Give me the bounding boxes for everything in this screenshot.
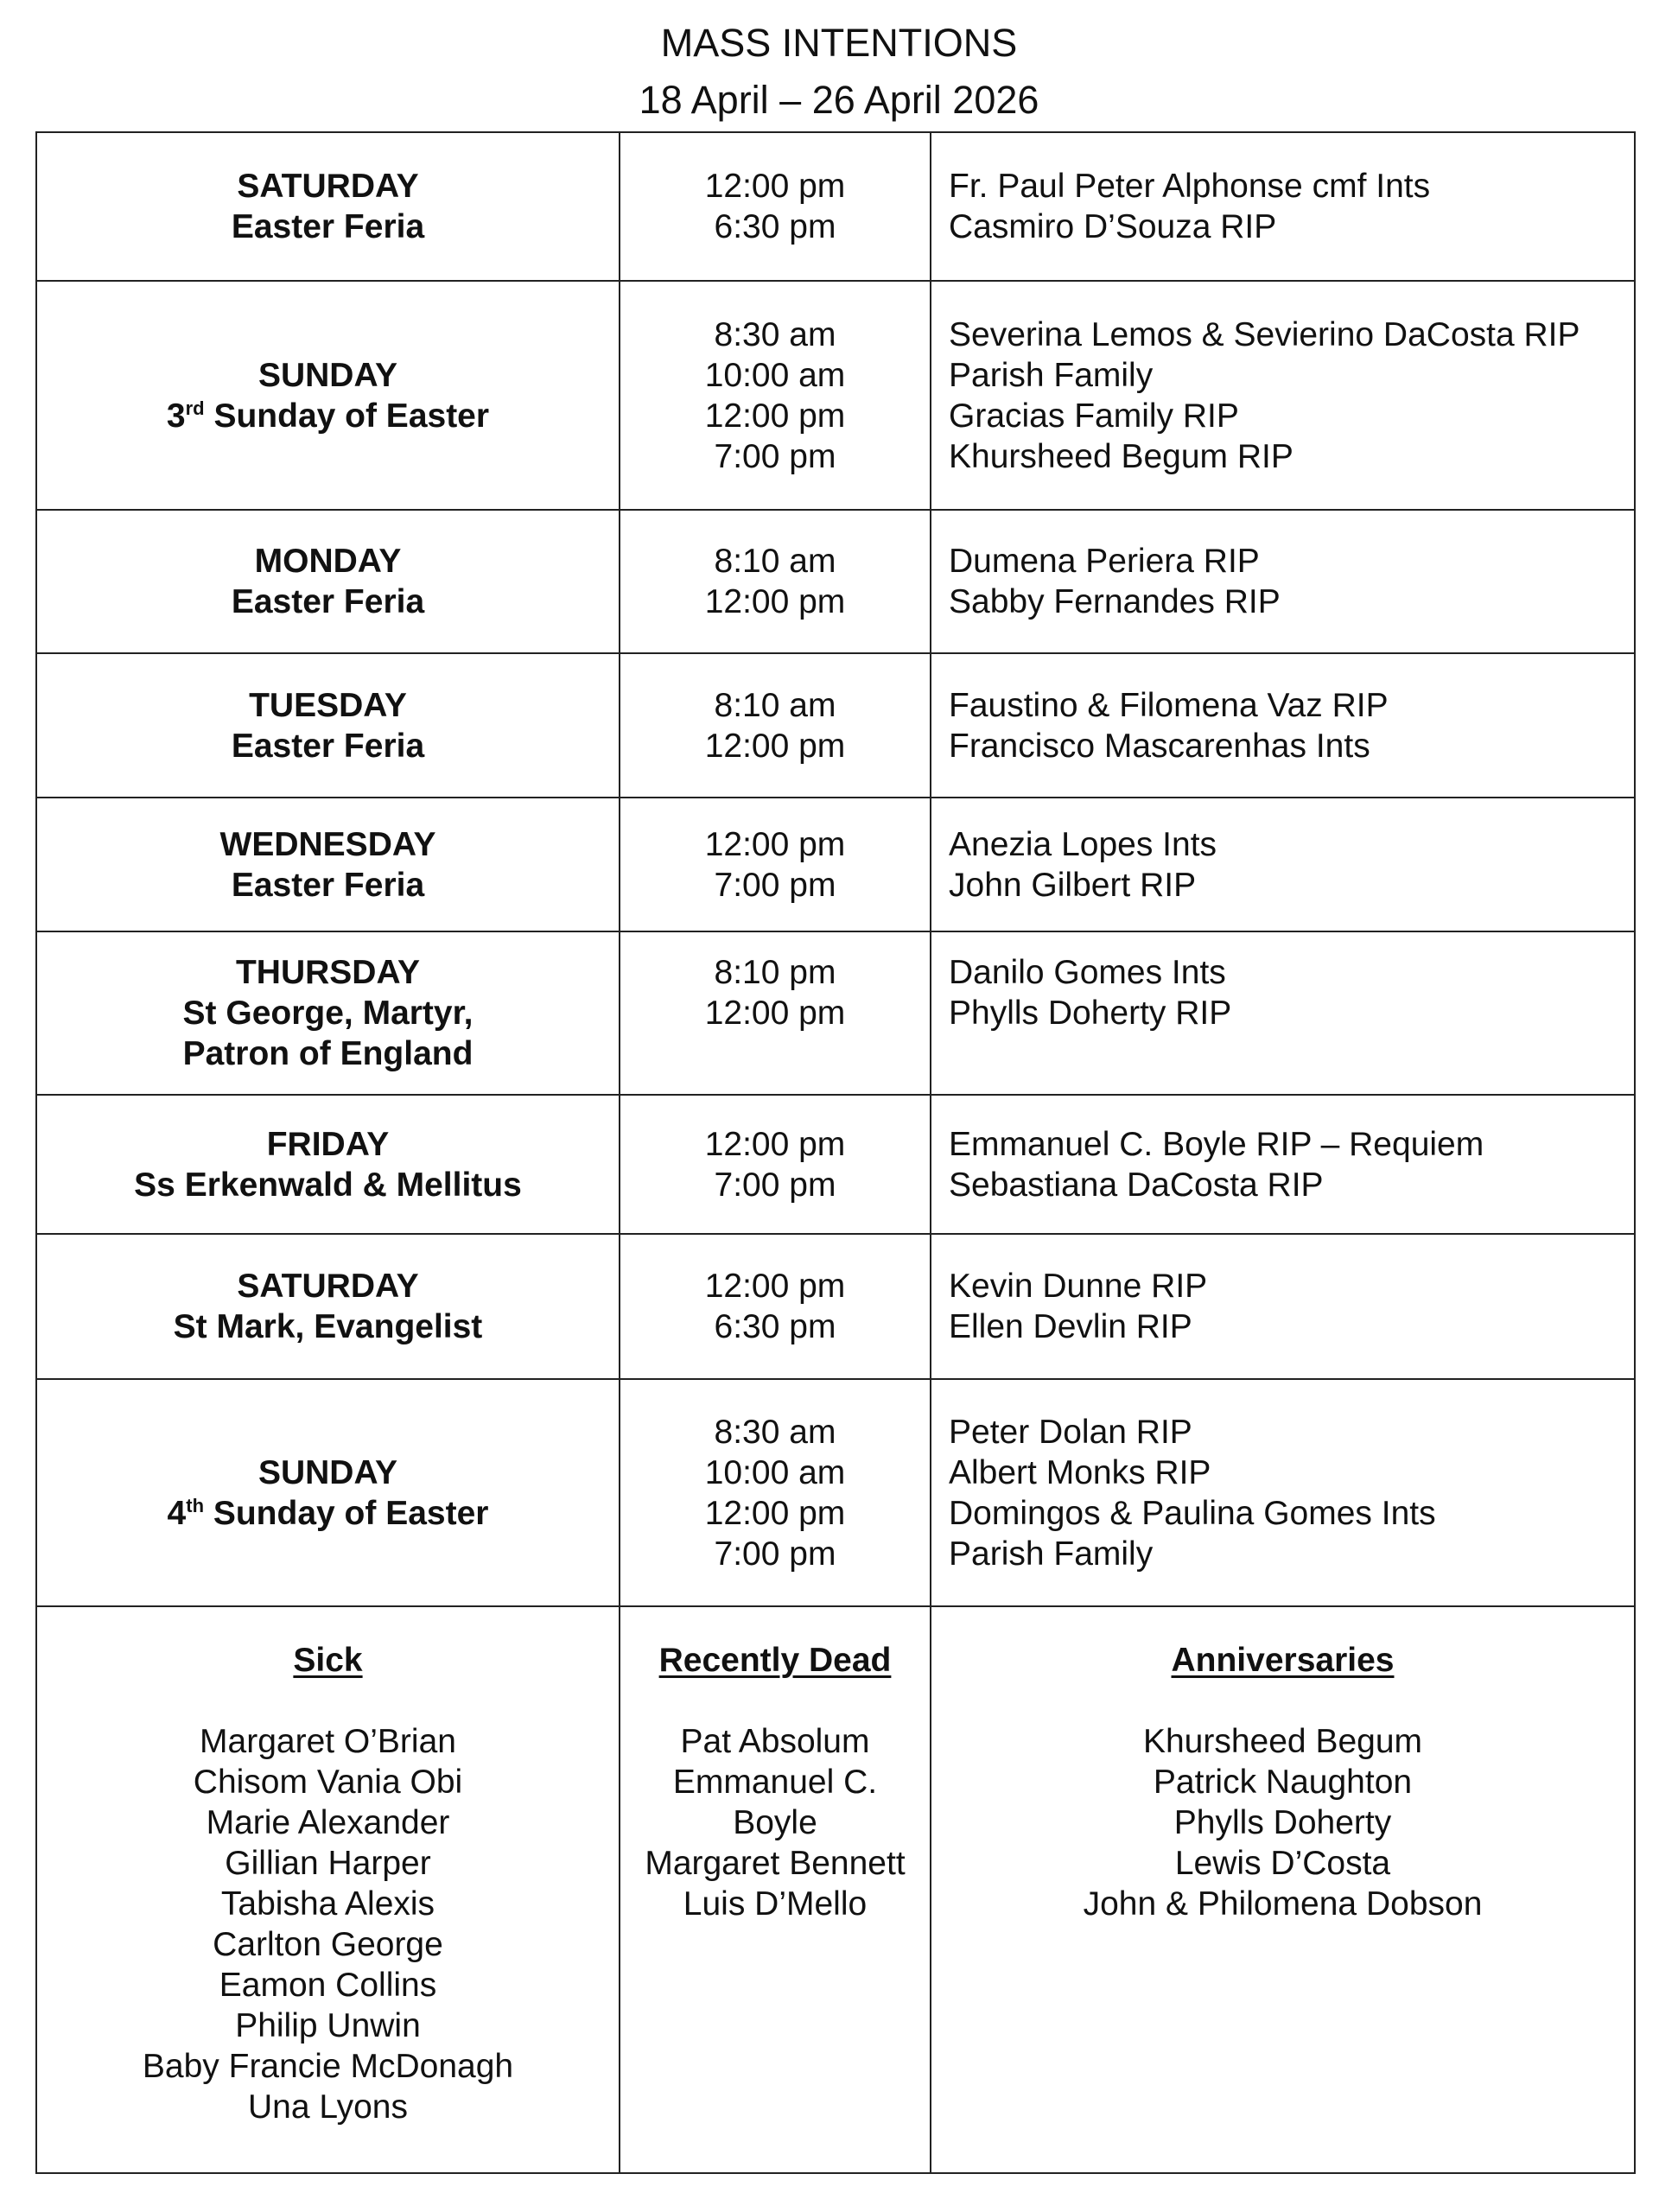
day-cell: [36, 132, 620, 281]
mass-time: 12:00 pm: [704, 995, 846, 1032]
list-name: Tabisha Alexis: [220, 1885, 435, 1923]
mass-time: 10:00 am: [704, 356, 846, 394]
mass-time: 12:00 pm: [704, 583, 846, 620]
feast-ordinal-suffix: th: [186, 1494, 205, 1516]
times-cell: [620, 798, 931, 931]
intentions-cell: [931, 653, 1635, 798]
schedule-row: [36, 798, 1635, 931]
day-cell: [36, 1379, 620, 1606]
feast-name: Easter Feria: [231, 866, 425, 904]
day-name: MONDAY: [254, 543, 402, 580]
intention: Domingos & Paulina Gomes Ints: [949, 1494, 1436, 1532]
intention: Khursheed Begum RIP: [949, 437, 1293, 475]
intentions-cell: [931, 1379, 1635, 1606]
list-name: Khursheed Begum: [1142, 1723, 1423, 1760]
mass-time: 7:00 pm: [714, 1166, 836, 1204]
feast-title: Sunday of Easter: [204, 1494, 489, 1532]
intention: Emmanuel C. Boyle RIP – Requiem: [949, 1125, 1484, 1163]
schedule-row: [36, 281, 1635, 510]
list-name: Una Lyons: [247, 2088, 408, 2126]
schedule-row: [36, 931, 1635, 1095]
mass-time: 8:10 am: [714, 686, 836, 724]
day-cell: [36, 281, 620, 510]
schedule-row: [36, 510, 1635, 653]
intention: Kevin Dunne RIP: [949, 1268, 1208, 1305]
feast-name: Ss Erkenwald & Mellitus: [134, 1166, 522, 1204]
day-name: SATURDAY: [237, 168, 419, 205]
sick-heading: Sick: [293, 1642, 363, 1679]
mass-time: 8:30 am: [714, 315, 836, 353]
intention: Sebastiana DaCosta RIP: [949, 1166, 1324, 1204]
list-name: Baby Francie McDonagh: [142, 2048, 514, 2085]
anniversaries-list: [931, 1606, 1635, 2173]
day-cell: [36, 653, 620, 798]
page-title: MASS INTENTIONS: [660, 21, 1018, 65]
intentions-cell: [931, 1095, 1635, 1234]
list-name: Luis D’Mello: [683, 1885, 868, 1923]
day-cell: [36, 1095, 620, 1234]
anniversaries-heading: Anniversaries: [1171, 1642, 1395, 1679]
list-name: Margaret Bennett: [645, 1845, 906, 1882]
list-name: Marie Alexander: [206, 1804, 450, 1841]
intention: Parish Family: [949, 356, 1154, 394]
mass-time: 8:10 am: [714, 543, 836, 580]
sick-list: [36, 1606, 620, 2173]
feast-ordinal: 3: [166, 397, 186, 435]
day-cell: [36, 798, 620, 931]
schedule-row: [36, 653, 1635, 798]
intention: Albert Monks RIP: [949, 1453, 1211, 1491]
mass-time: 6:30 pm: [714, 208, 836, 245]
mass-time: 12:00 pm: [704, 168, 846, 205]
intention: Fr. Paul Peter Alphonse cmf Ints: [949, 168, 1431, 205]
list-name: Eamon Collins: [219, 1967, 437, 2004]
mass-time: 12:00 pm: [704, 727, 846, 765]
feast-name: Easter Feria: [231, 583, 425, 620]
intentions-cell: [931, 798, 1635, 931]
list-name: Carlton George: [213, 1926, 443, 1963]
day-name: FRIDAY: [266, 1125, 390, 1163]
schedule-row: [36, 1095, 1635, 1234]
day-cell: [36, 510, 620, 653]
intention: Anezia Lopes Ints: [949, 825, 1217, 863]
intentions-cell: [931, 132, 1635, 281]
list-name: Lewis D’Costa: [1174, 1845, 1391, 1882]
mass-time: 10:00 am: [704, 1453, 846, 1491]
mass-time: 12:00 pm: [704, 1268, 846, 1305]
mass-time: 12:00 pm: [704, 1494, 846, 1532]
list-name: Patrick Naughton: [1153, 1764, 1413, 1801]
times-cell: [620, 1379, 931, 1606]
feast-ordinal-suffix: rd: [185, 397, 205, 419]
day-name: SUNDAY: [257, 356, 398, 394]
day-name: THURSDAY: [235, 954, 421, 991]
intention: Casmiro D’Souza RIP: [949, 208, 1277, 245]
list-name: John & Philomena Dobson: [1083, 1885, 1483, 1923]
intention: Parish Family: [949, 1535, 1154, 1573]
lists-row: [36, 1606, 1635, 2173]
list-name: Phylls Doherty: [1173, 1804, 1392, 1841]
times-cell: [620, 931, 931, 1095]
mass-time: 12:00 pm: [704, 397, 846, 435]
intention: Gracias Family RIP: [949, 397, 1239, 435]
schedule-row: [36, 1379, 1635, 1606]
mass-time: 7:00 pm: [714, 1535, 836, 1573]
feast-name: [37, 1493, 619, 1534]
recently-dead-list: [620, 1606, 931, 2173]
list-name: Margaret O’Brian: [200, 1723, 456, 1760]
feast-name: St George, Martyr,: [182, 995, 474, 1032]
mass-time: 12:00 pm: [704, 1125, 846, 1163]
feast-name: St Mark, Evangelist: [173, 1308, 483, 1345]
list-name: Emmanuel C.: [672, 1764, 878, 1801]
intentions-cell: [931, 281, 1635, 510]
intention: Faustino & Filomena Vaz RIP: [949, 686, 1389, 724]
feast-name: Easter Feria: [231, 727, 425, 765]
day-cell: [36, 1234, 620, 1379]
recently-dead-heading: Recently Dead: [658, 1642, 892, 1679]
times-cell: [620, 1234, 931, 1379]
list-name: Chisom Vania Obi: [193, 1764, 463, 1801]
mass-time: 12:00 pm: [704, 825, 846, 863]
feast-name: [37, 396, 619, 436]
feast-ordinal: 4: [167, 1494, 187, 1532]
intention: Sabby Fernandes RIP: [949, 583, 1281, 620]
mass-intentions-table: [35, 131, 1636, 2174]
day-name: SUNDAY: [257, 1453, 398, 1491]
intention: John Gilbert RIP: [949, 866, 1197, 904]
intentions-cell: [931, 931, 1635, 1095]
intention: Ellen Devlin RIP: [949, 1308, 1192, 1345]
day-cell: [36, 931, 620, 1095]
feast-name: Patron of England: [182, 1035, 474, 1072]
times-cell: [620, 653, 931, 798]
list-name: Gillian Harper: [225, 1845, 431, 1882]
day-name: SATURDAY: [237, 1268, 419, 1305]
feast-name: Easter Feria: [231, 208, 425, 245]
list-name: Philip Unwin: [235, 2007, 421, 2044]
intention: Francisco Mascarenhas Ints: [949, 727, 1370, 765]
intentions-cell: [931, 1234, 1635, 1379]
intention: Phylls Doherty RIP: [949, 995, 1232, 1032]
times-cell: [620, 132, 931, 281]
mass-time: 6:30 pm: [714, 1308, 836, 1345]
list-name: Pat Absolum: [680, 1723, 870, 1760]
times-cell: [620, 281, 931, 510]
day-name: TUESDAY: [249, 686, 407, 724]
intention: Peter Dolan RIP: [949, 1413, 1192, 1451]
mass-time: 8:10 pm: [714, 954, 836, 991]
intention: Danilo Gomes Ints: [949, 954, 1226, 991]
feast-title: Sunday of Easter: [204, 397, 490, 435]
mass-time: 7:00 pm: [714, 437, 836, 475]
day-name: WEDNESDAY: [219, 825, 436, 863]
intention: Severina Lemos & Sevierino DaCosta RIP: [949, 315, 1580, 353]
mass-time: 7:00 pm: [714, 866, 836, 904]
list-name: Boyle: [733, 1804, 817, 1841]
times-cell: [620, 510, 931, 653]
date-range: 18 April – 26 April 2026: [639, 78, 1039, 122]
mass-time: 8:30 am: [714, 1413, 836, 1451]
times-cell: [620, 1095, 931, 1234]
intentions-cell: [931, 510, 1635, 653]
intention: Dumena Periera RIP: [949, 543, 1260, 580]
schedule-row: [36, 132, 1635, 281]
schedule-row: [36, 1234, 1635, 1379]
